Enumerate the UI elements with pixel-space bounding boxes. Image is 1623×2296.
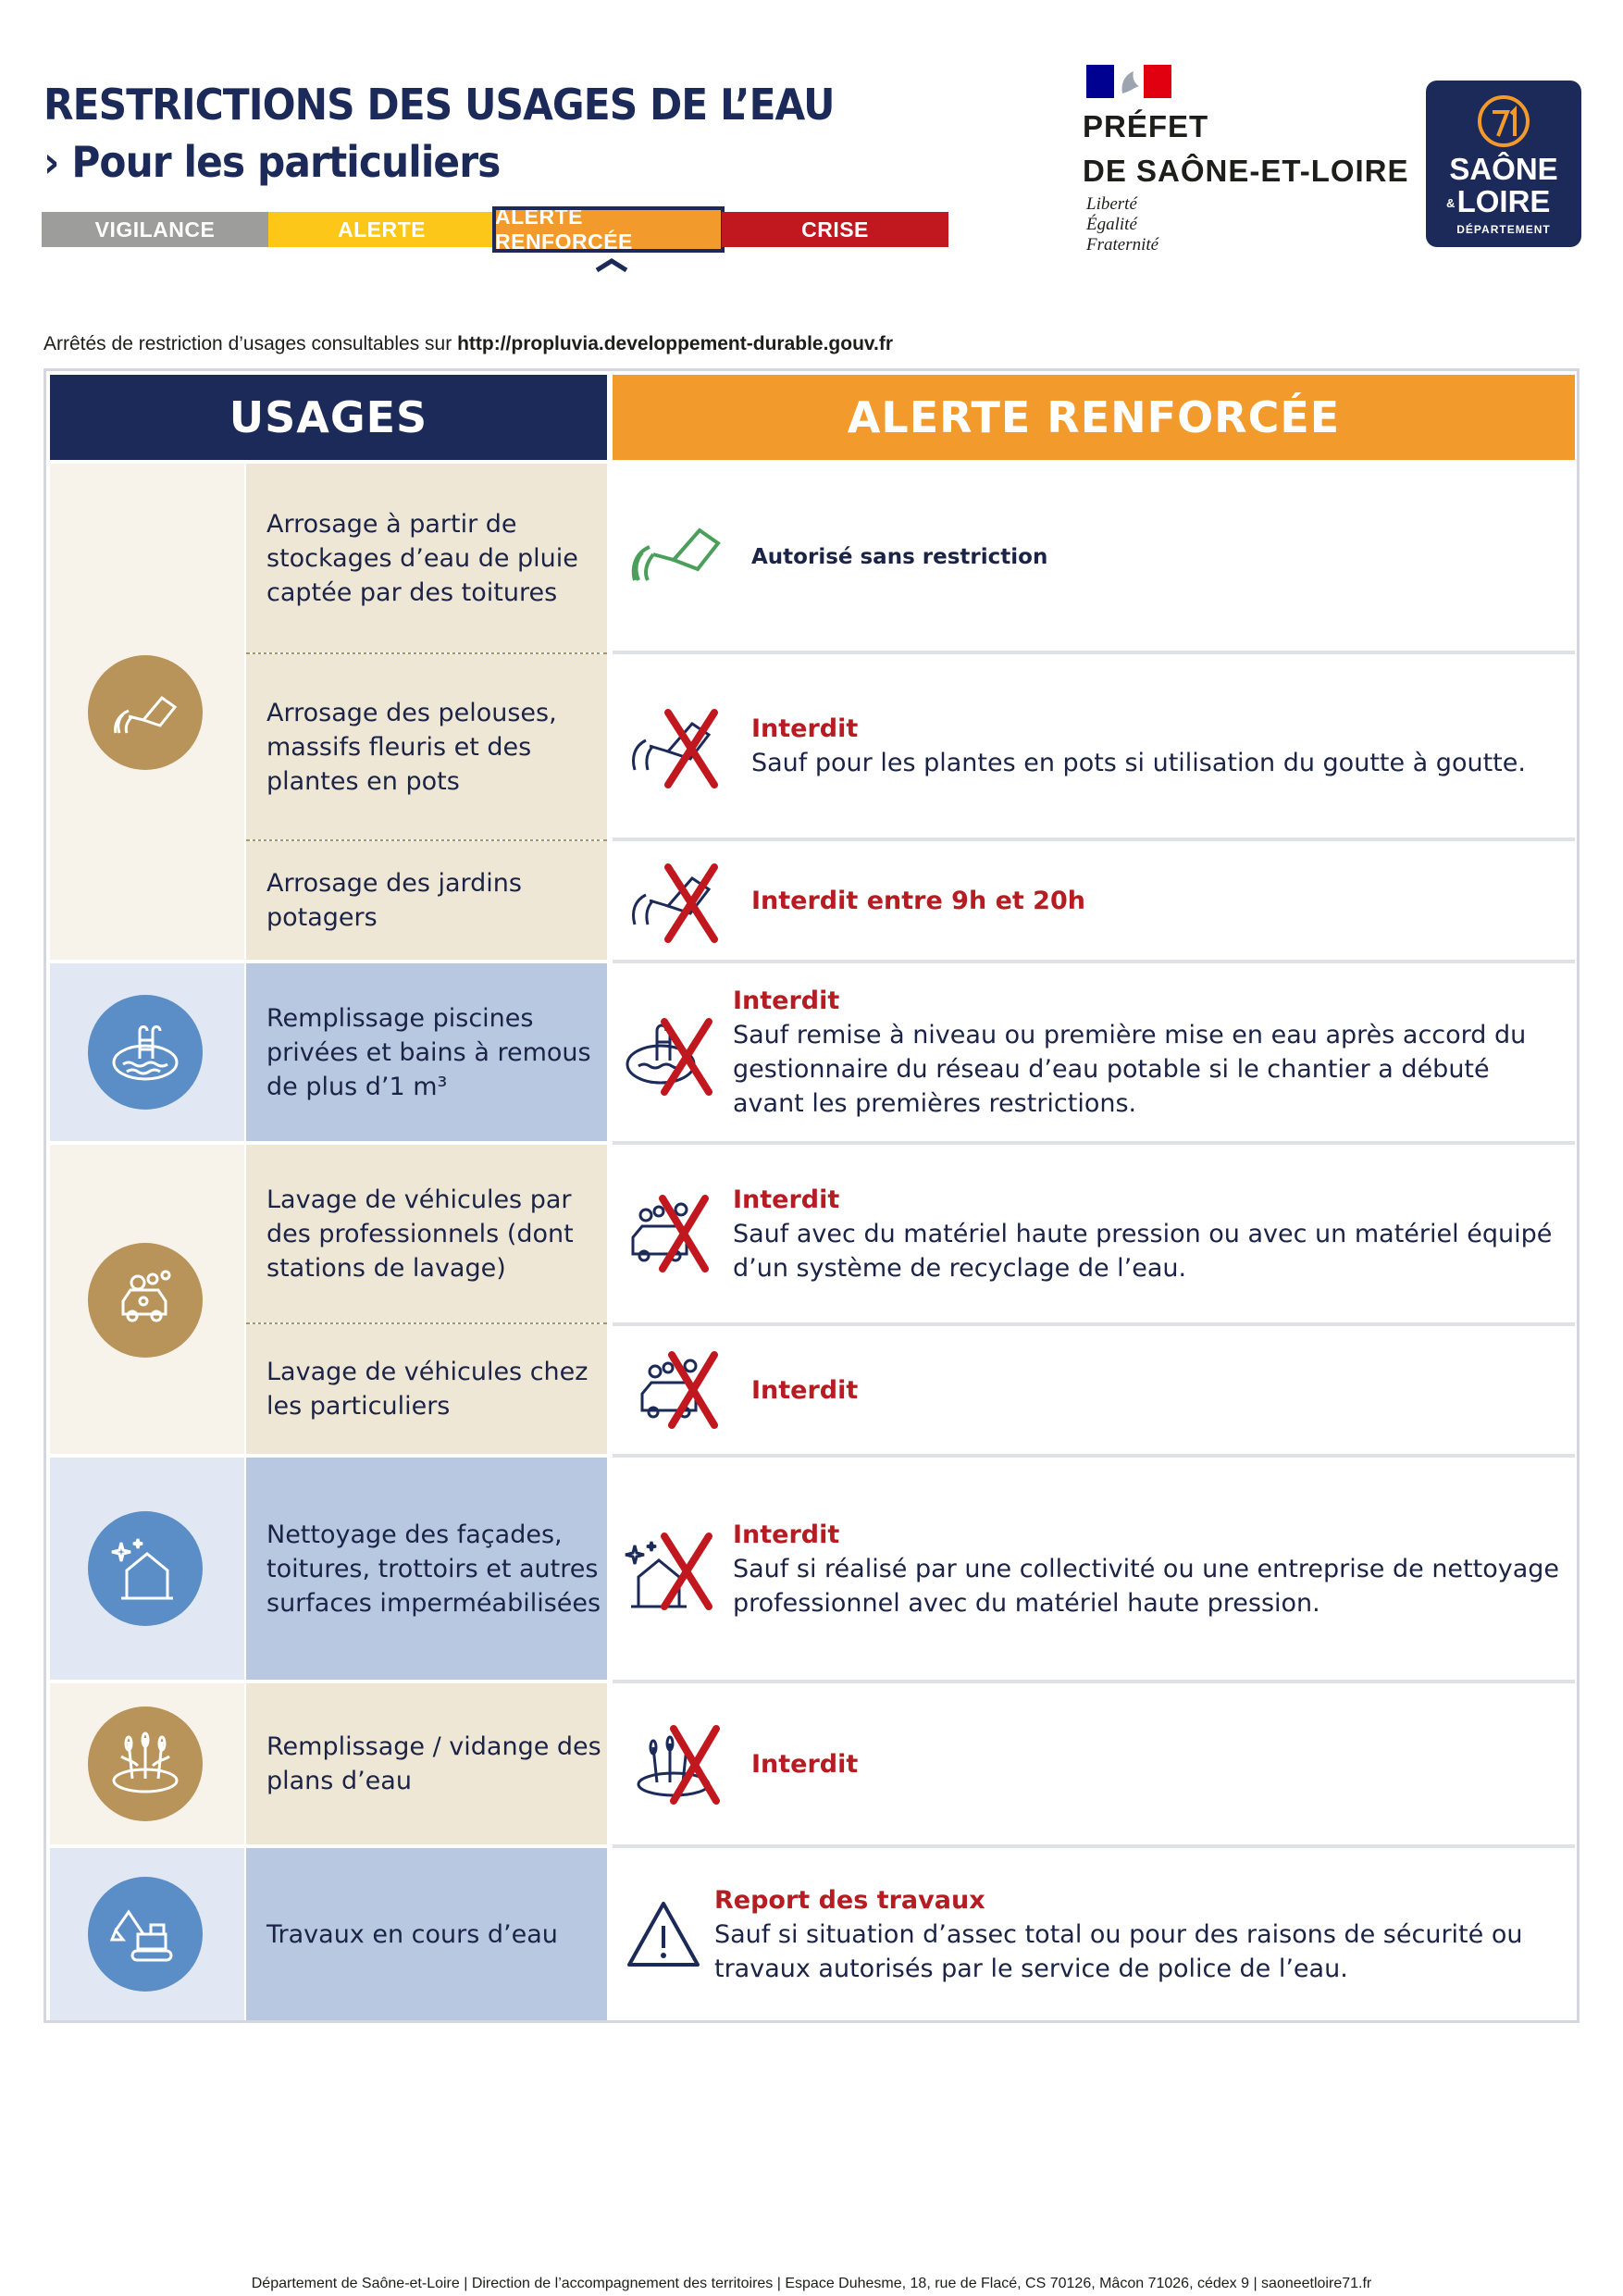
watering-can-forbidden-icon <box>613 854 751 947</box>
usage-row-9: Travaux en cours d’eau <box>246 1848 607 2020</box>
arretes-text: Arrêtés de restriction d’usages consultables sur <box>43 333 458 354</box>
motto-egalite: Égalité <box>1086 215 1137 234</box>
restriction-row-9 <box>613 1848 1575 2020</box>
detail-row-7: Sauf si réalisé par une collectivité ou une entreprise de nettoyage professionnel avec du matériel haute pression. <box>733 1554 1560 1618</box>
group-nettoyage <box>50 1458 244 1680</box>
status-row-4: Interdit <box>733 987 840 1015</box>
arretes-notice <box>43 333 893 355</box>
status-row-2: Interdit <box>751 714 859 743</box>
footer: Département de Saône-et-Loire | Direction de l’accompagnement des territoires | Espace Duhesme, 18, rue de Flacé, CS 70126, Mâcon 71026, cédex 9 | saoneetloire71.fr <box>251 2276 1372 2291</box>
status-row-9: Report des travaux <box>714 1885 985 1915</box>
alert-level-scale <box>42 205 948 254</box>
status-row-8: Interdit <box>751 1749 859 1779</box>
level-crise: CRISE <box>722 212 948 247</box>
usage-row-8: Remplissage / vidange des plans d’eau <box>246 1683 607 1844</box>
active-level-caret-icon <box>593 257 630 274</box>
restriction-row-7 <box>613 1458 1575 1680</box>
usage-row-4: Remplissage piscines privées et bains à remous de plus d’1 m³ <box>246 963 607 1141</box>
page-subtitle: › Pour les particuliers <box>43 137 501 187</box>
column-header-usages: USAGES <box>50 375 607 460</box>
group-plans-eau <box>50 1683 244 1844</box>
status-row-5: Interdit <box>733 1185 840 1214</box>
status-row-3: Interdit entre 9h et 20h <box>751 886 1085 915</box>
car-wash-forbidden-icon <box>613 1187 733 1280</box>
departement-amp: & <box>1446 196 1456 210</box>
motto-liberte: Liberté <box>1086 194 1137 214</box>
watering-can-ok-icon <box>613 515 751 599</box>
group-travaux <box>50 1848 244 2020</box>
restriction-row-4 <box>613 963 1575 1141</box>
level-alerte: ALERTE <box>268 212 495 247</box>
status-row-6: Interdit <box>751 1375 859 1405</box>
column-header-level: ALERTE RENFORCÉE <box>613 375 1575 460</box>
level-vigilance: VIGILANCE <box>42 212 268 247</box>
marianne-flag-icon <box>1086 65 1171 98</box>
watering-can-icon <box>88 655 203 770</box>
pond-forbidden-icon <box>613 1718 751 1810</box>
car-wash-icon <box>88 1243 203 1358</box>
propluvia-link[interactable]: http://propluvia.developpement-durable.gouv.fr <box>457 333 894 354</box>
level-alerte-renforcee: ALERTE RENFORCÉE <box>495 209 722 250</box>
prefet-line1: PRÉFET <box>1083 109 1209 143</box>
prefet-logo <box>1083 65 1409 255</box>
restrictions-table <box>43 368 1580 2023</box>
usage-row-5: Lavage de véhicules par des professionnels (dont stations de lavage) <box>246 1145 607 1322</box>
departement-logo <box>1426 81 1581 247</box>
group-piscines <box>50 963 244 1141</box>
departement-line3: DÉPARTEMENT <box>1456 223 1551 236</box>
warning-triangle-icon <box>613 1893 714 1976</box>
detail-row-5: Sauf avec du matériel haute pression ou avec un matériel équipé d’un système de recyclage de l’eau. <box>733 1219 1553 1283</box>
pool-forbidden-icon <box>613 1001 733 1103</box>
restriction-row-5 <box>613 1145 1575 1322</box>
usage-row-3: Arrosage des jardins potagers <box>246 841 607 960</box>
usage-row-6: Lavage de véhicules chez les particuliers <box>246 1324 607 1454</box>
detail-row-4: Sauf remise à niveau ou première mise en eau après accord du gestionnaire du réseau d’eau potable si le chantier a débuté avant les premières restrictions. <box>733 1021 1527 1118</box>
detail-row-9: Sauf si situation d’assec total ou pour des raisons de sécurité ou travaux autorisés par le service de police de l’eau. <box>714 1919 1523 1983</box>
restriction-row-1 <box>613 464 1575 651</box>
usage-row-2: Arrosage des pelouses, massifs fleuris et des plantes en pots <box>246 654 607 839</box>
pool-icon <box>88 995 203 1110</box>
car-wash-forbidden-icon <box>613 1344 751 1436</box>
restriction-row-6 <box>613 1326 1575 1454</box>
restriction-row-2 <box>613 654 1575 838</box>
departement-71-logo-icon <box>1476 93 1531 149</box>
pond-icon <box>88 1706 203 1821</box>
usage-row-1: Arrosage à partir de stockages d’eau de pluie captée par des toitures <box>246 464 607 652</box>
group-arrosage <box>50 464 244 960</box>
group-lavage <box>50 1145 244 1454</box>
restriction-row-3 <box>613 841 1575 960</box>
prefet-line2: DE SAÔNE-ET-LOIRE <box>1083 154 1409 188</box>
restriction-row-8 <box>613 1683 1575 1844</box>
detail-row-2: Sauf pour les plantes en pots si utilisation du goutte à goutte. <box>751 749 1526 777</box>
status-row-7: Interdit <box>733 1520 840 1549</box>
departement-line2: LOIRE <box>1456 184 1551 218</box>
departement-line1: SAÔNE <box>1449 152 1558 186</box>
motto-fraternite: Fraternité <box>1086 235 1159 254</box>
status-row-1: Autorisé sans restriction <box>751 544 1048 569</box>
page-title: RESTRICTIONS DES USAGES DE L’EAU <box>43 80 835 130</box>
house-cleaning-forbidden-icon <box>613 1518 733 1620</box>
house-cleaning-icon <box>88 1511 203 1626</box>
usage-row-7: Nettoyage des façades, toitures, trottoirs et autres surfaces imperméabilisées <box>246 1458 607 1680</box>
excavator-icon <box>88 1877 203 1992</box>
watering-can-forbidden-icon <box>613 700 751 792</box>
